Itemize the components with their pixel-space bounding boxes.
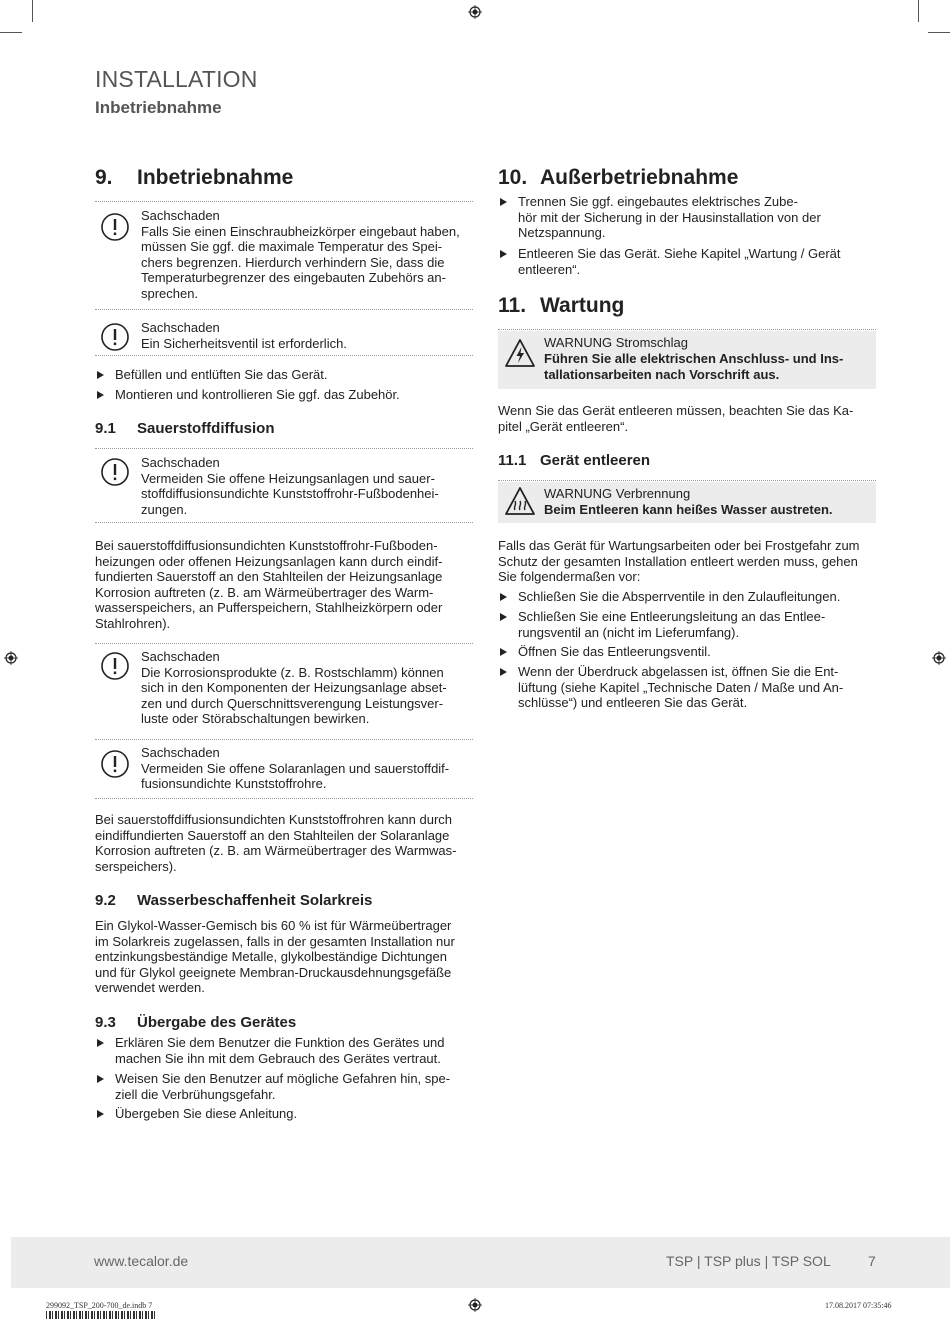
exclamation-circle-icon <box>100 749 130 779</box>
paragraph: Bei sauerstoffdiffusionsundichten Kunststoffrohren kann durch eindiffundierten Sauerstoff an den Stahlteilen der Solaranlage Korrosion auftreten (z. B. am Wärmeübertrager des Warmwas- serspeichers). <box>95 812 457 874</box>
bullet-arrow-icon <box>97 371 104 379</box>
page-footer <box>11 1237 950 1288</box>
notice-property-damage: Sachschaden Die Korrosionsprodukte (z. B. Rostschlamm) können sich in den Komponenten der Heizungsanlage abset- zen und durch Querschnittsverengung Leistungsver- luste oder Störabschaltungen bewirken. <box>95 649 473 729</box>
warning-electric-shock: WARNUNG Stromschlag Führen Sie alle elektrischen Anschluss- und Ins- tallationsarbeiten nach Vorschrift aus. <box>498 331 876 389</box>
electric-hazard-icon <box>504 338 536 368</box>
crop-mark <box>32 0 33 22</box>
heading-section-9-1: 9.1 Sauerstoffdiffusion <box>95 420 275 437</box>
page-section-subtitle: Inbetriebnahme <box>95 98 222 117</box>
print-slug-file: 299092_TSP_200-700_de.indb 7 <box>46 1301 153 1310</box>
divider <box>95 739 473 740</box>
bullet-arrow-icon <box>500 668 507 676</box>
divider <box>95 522 473 523</box>
divider <box>95 201 473 202</box>
heading-section-9-2: 9.2 Wasserbeschaffenheit Solarkreis <box>95 892 373 909</box>
divider <box>95 798 473 799</box>
print-slug-timestamp: 17.08.2017 07:35:46 <box>825 1301 892 1310</box>
notice-property-damage: Sachschaden Ein Sicherheitsventil ist erforderlich. <box>95 320 473 356</box>
divider <box>95 309 473 310</box>
heading-section-11-1: 11.1 Gerät entleeren <box>498 452 651 469</box>
registration-mark-icon <box>468 1298 482 1312</box>
crop-mark <box>0 32 22 33</box>
paragraph: Bei sauerstoffdiffusionsundichten Kunststoffrohr-Fußboden- heizungen oder offenen Heizungsanlagen kann durch eindif- fundierten Sauerstoff an den Stahlteilen der Heizungsanlage Korrosion auftreten (z. B. am Wärmeübertrager des Warm- wasserspeichers, an Pufferspeichern, Stahlheizkörpern oder Stahlrohren). <box>95 538 443 631</box>
notice-property-damage: Sachschaden Vermeiden Sie offene Solaranlagen und sauerstoffdif- fusionsundichte Kunststoffrohre. <box>95 745 473 795</box>
heading-section-10: 10. Außerbetriebnahme <box>498 166 739 189</box>
divider <box>95 355 473 356</box>
page-section-title: INSTALLATION <box>95 66 258 92</box>
divider <box>498 329 876 330</box>
exclamation-circle-icon <box>100 322 130 352</box>
crop-mark <box>918 0 919 22</box>
warning-burn: WARNUNG Verbrennung Beim Entleeren kann heißes Wasser austreten. <box>498 482 876 523</box>
exclamation-circle-icon <box>100 651 130 681</box>
bullet-arrow-icon <box>500 648 507 656</box>
notice-label: Sachschaden <box>141 208 220 223</box>
exclamation-circle-icon <box>100 457 130 487</box>
warning-label: WARNUNG Verbrennung <box>544 486 691 501</box>
notice-label: Sachschaden <box>141 649 220 664</box>
divider <box>95 643 473 644</box>
bullet-arrow-icon <box>500 250 507 258</box>
crop-mark <box>928 32 950 33</box>
bullet-arrow-icon <box>500 613 507 621</box>
divider <box>95 448 473 449</box>
bullet-arrow-icon <box>97 391 104 399</box>
footer-models: TSP | TSP plus | TSP SOL <box>666 1253 831 1269</box>
notice-property-damage: Sachschaden Vermeiden Sie offene Heizungsanlagen und sauer- stoffdiffusionsundichte Kunststoffrohr-Fußbodenhei- zungen. <box>95 455 473 519</box>
bullet-arrow-icon <box>97 1075 104 1083</box>
registration-mark-icon <box>468 5 482 19</box>
registration-mark-icon <box>4 651 18 665</box>
paragraph: Ein Glykol-Wasser-Gemisch bis 60 % ist für Wärmeübertrager im Solarkreis zugelassen, falls in der gesamten Installation nur entzinkungsbeständige Metalle, glykolbeständige Dichtungen und für Glykol geeignete Membran-Druckausdehnungsgefäße verwendet werden. <box>95 918 455 996</box>
exclamation-circle-icon <box>100 212 130 242</box>
bullet-arrow-icon <box>97 1110 104 1118</box>
paragraph: Falls das Gerät für Wartungsarbeiten oder bei Frostgefahr zum Schutz der gesamten Installation entleert werden muss, gehen Sie folgendermaßen vor: <box>498 538 860 585</box>
notice-property-damage: Sachschaden Falls Sie einen Einschraubheizkörper eingebaut haben, müssen Sie ggf. die maximale Temperatur des Spei- chers begrenzen. Hierdurch verhindern Sie, dass die Temperaturbegrenzer des eingebauten Zubehörs an- sprechen. <box>95 208 473 303</box>
notice-label: Sachschaden <box>141 745 220 760</box>
barcode <box>46 1311 156 1319</box>
hot-surface-hazard-icon <box>504 486 536 516</box>
bullet-arrow-icon <box>500 198 507 206</box>
page-number: 7 <box>868 1253 876 1269</box>
divider <box>498 480 876 481</box>
bullet-arrow-icon <box>500 593 507 601</box>
notice-label: Sachschaden <box>141 455 220 470</box>
bullet-arrow-icon <box>97 1039 104 1047</box>
notice-label: Sachschaden <box>141 320 220 335</box>
registration-mark-icon <box>932 651 946 665</box>
heading-section-11: 11. Wartung <box>498 294 625 317</box>
warning-label: WARNUNG Stromschlag <box>544 335 688 350</box>
heading-section-9: 9. Inbetriebnahme <box>95 166 294 189</box>
paragraph: Wenn Sie das Gerät entleeren müssen, beachten Sie das Ka- pitel „Gerät entleeren“. <box>498 403 854 434</box>
heading-section-9-3: 9.3 Übergabe des Gerätes <box>95 1014 297 1031</box>
footer-website: www.tecalor.de <box>94 1253 189 1269</box>
